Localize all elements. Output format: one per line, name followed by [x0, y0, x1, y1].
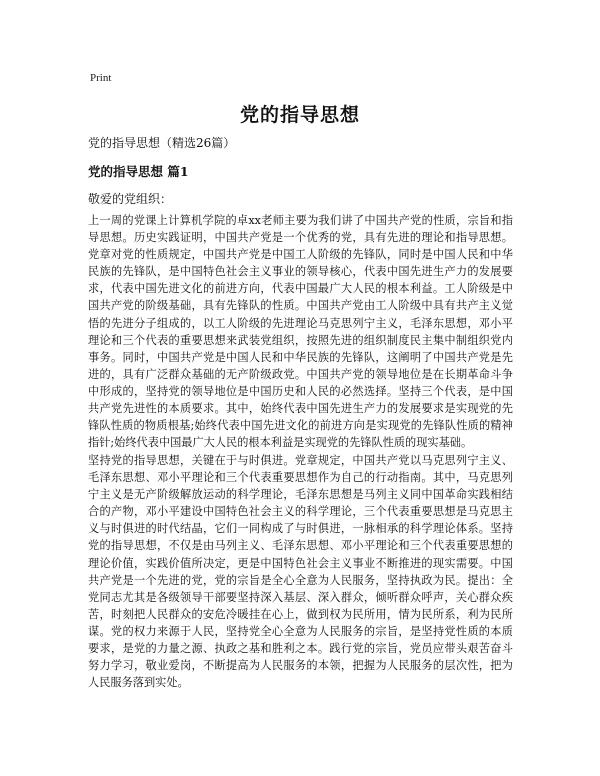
section-heading: 党的指导思想 篇1 [88, 164, 189, 179]
document-title: 党的指导思想 [239, 104, 360, 126]
salutation: 敬爱的党组织： [88, 192, 173, 206]
body-paragraph-1: 上一周的党课上计算机学院的卓xx老师主要为我们讲了中国共产党的性质，宗旨和指导思想。历史实践证明，中国共产党是一个优秀的党，具有先进的理论和指导思想。党章对党的性质规定，中国共产党是中国工人阶级的先锋队，同时是中国人民和中华民族的先锋队，是中国特色社会主义事业的领导核心，代表中国先进生产力的发展要求，代表中国先进文化的前进方向，代表中国最广大人民的根本利益。工人阶级是中国共产党的阶级基础，具有先锋队的性质。中国共产党由工人阶级中具有共产主义觉悟的先进分子组成的，以工人阶级的先进理论马克思列宁主义，毛泽东思想，邓小平理论和三个代表的重要思想来武装党组织，按照先进的组织制度民主集中制组织党内事务。同时，中国共产党是中国人民和中华民族的先锋队，这阐明了中国共产党是先进的，具有广泛群众基础的无产阶级政党。中国共产党的领导地位是在长期革命斗争中形成的，坚持党的领导地位是中国历史和人民的必然选择。坚持三个代表，是中国共产党先进性的本质要求。其中，始终代表中国先进生产力的发展要求是实现党的先锋队性质的物质根基;始终代表中国先进文化的前进方向是实现党的先锋队性质的精神指针;始终代表中国最广大人民的根本利益是实现党的先锋队性质的现实基础。 [88, 214, 513, 450]
print-link[interactable]: Print [90, 72, 112, 84]
body-paragraph-2: 坚持党的指导思想，关键在于与时俱进。党章规定，中国共产党以马克思列宁主义、毛泽东思想、邓小平理论和三个代表重要思想作为自己的行动指南。其中，马克思列宁主义是无产阶级解放运动的科学理论，毛泽东思想是马列主义同中国革命实践相结合的产物，邓小平建设中国特色社会主义的科学理论，三个代表重要思想是马克思主义与时俱进的时代结晶，它们一同构成了与时俱进，一脉相承的科学理论体系。坚持党的指导思想，不仅是由马列主义、毛泽东思想、邓小平理论和三个代表重要思想的理论价值，实践价值所决定，更是中国特色社会主义事业不断推进的现实需要。中国共产党是一个先进的党，党的宗旨是全心全意为人民服务，坚持执政为民。提出：全党同志尤其是各级领导干部要坚持深入基层、深入群众，倾听群众呼声，关心群众疾苦，时刻把人民群众的安危冷暖挂在心上，做到权为民所用，情为民所系，利为民所谋。党的权力来源于人民，坚持党全心全意为人民服务的宗旨，是坚持党性质的本质要求，是党的力量之源、执政之基和胜利之本。践行党的宗旨，党员应带头艰苦奋斗努力学习，敬业爱岗，不断提高为人民服务的本领，把握为人民服务的层次性，把为人民服务落到实处。 [88, 454, 513, 690]
document-subtitle: 党的指导思想（精选26篇） [88, 136, 236, 150]
